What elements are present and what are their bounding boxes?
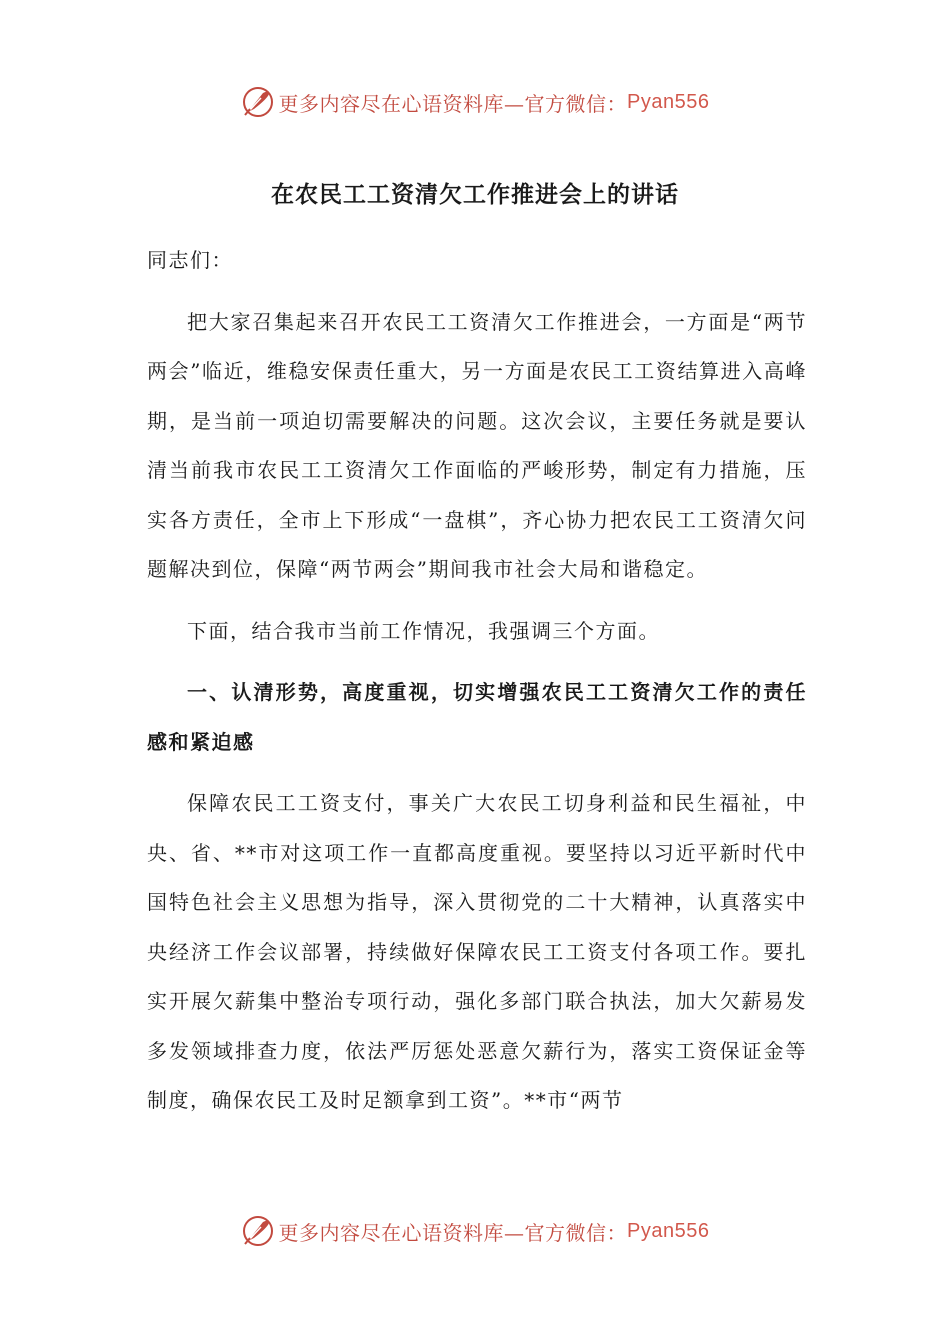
footer-watermark: [0, 1211, 950, 1251]
header-watermark: [0, 82, 950, 122]
watermark-account: Pyan556: [627, 90, 710, 113]
watermark-suffix: —官方微信：: [504, 91, 628, 116]
watermark-account: Pyan556: [627, 1219, 710, 1242]
document-body: [147, 236, 807, 1126]
watermark-suffix: —官方微信：: [504, 1220, 628, 1245]
quill-pen-logo-icon: [241, 85, 275, 119]
watermark-brand: 更多内容尽在心语资料库: [278, 1220, 505, 1245]
salutation: 同志们：: [147, 248, 233, 272]
quill-pen-logo-icon: [241, 1214, 275, 1248]
document-title: 在农民工工资清欠工作推进会上的讲话: [271, 181, 679, 208]
watermark-brand: 更多内容尽在心语资料库: [278, 91, 505, 116]
section-paragraph: 保障农民工工资支付，事关广大农民工切身利益和民生福祉，中央、省、**市对这项工作一直都高度重视。要坚持以习近平新时代中国特色社会主义思想为指导，深入贯彻党的二十大精神，认真落实中央经济工作会议部署，持续做好保障农民工工资支付各项工作。要扎实开展欠薪集中整治专项行动，强化多部门联合执法，加大欠薪易发多发领域排查力度，依法严厉惩处恶意欠薪行为，落实工资保证金等制度，确保农民工及时足额拿到工资”。**市“两节: [147, 791, 807, 1112]
section-heading: 一、认清形势，高度重视，切实增强农民工工资清欠工作的责任感和紧迫感: [147, 680, 807, 754]
paragraph-intro: 把大家召集起来召开农民工工资清欠工作推进会，一方面是“两节两会”临近，维稳安保责任重大，另一方面是农民工工资结算进入高峰期，是当前一项迫切需要解决的问题。这次会议，主要任务就是要认清当前我市农民工工资清欠工作面临的严峻形势，制定有力措施，压实各方责任，全市上下形成“一盘棋”，齐心协力把农民工工资清欠问题解决到位，保障“两节两会”期间我市社会大局和谐稳定。: [147, 309, 807, 581]
paragraph-transition: 下面，结合我市当前工作情况，我强调三个方面。: [187, 618, 660, 643]
